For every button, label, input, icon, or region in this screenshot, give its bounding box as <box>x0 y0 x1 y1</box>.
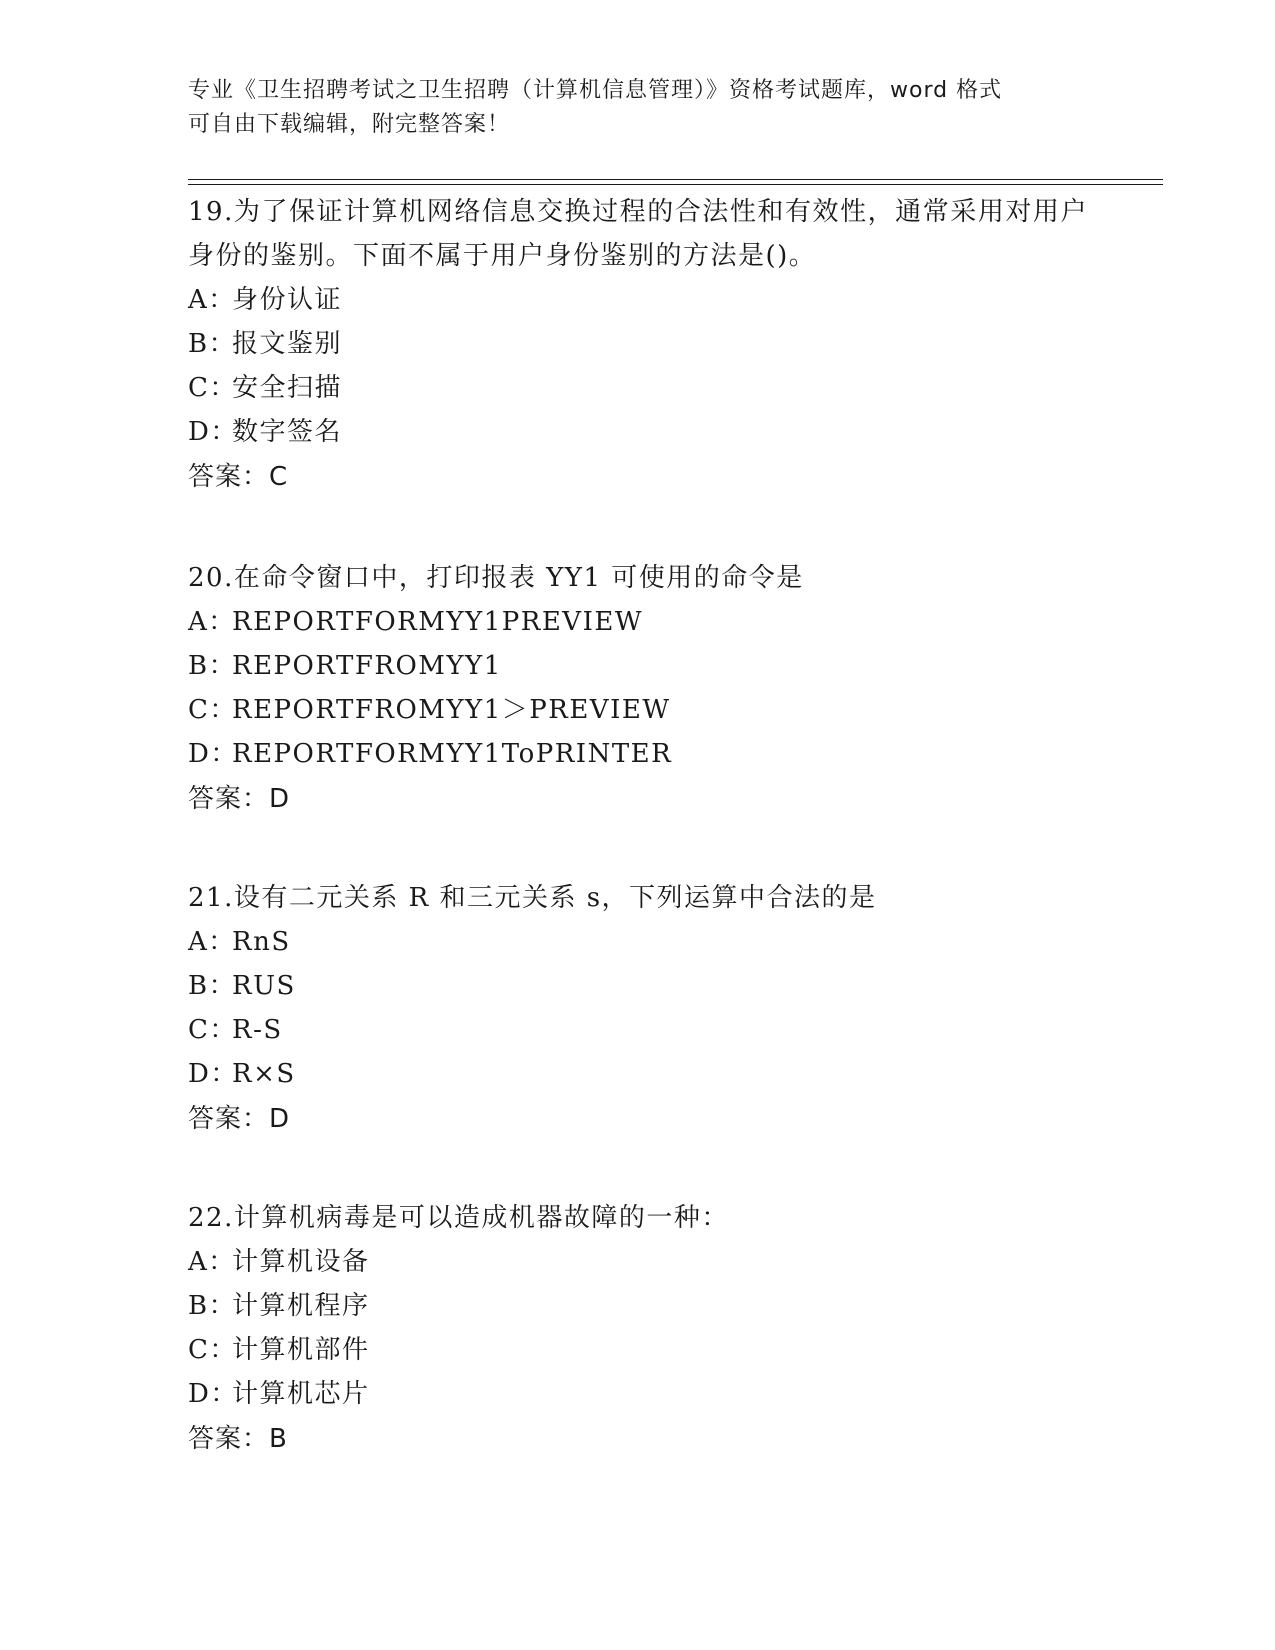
document-header <box>188 74 1088 142</box>
option-text: 数字签名 <box>232 417 343 447</box>
answer-line: 答案：C <box>188 462 289 492</box>
option-label: A： <box>188 927 236 957</box>
option-text: 安全扫描 <box>232 373 343 403</box>
option-text: REPORTFROMYY1 <box>232 651 502 681</box>
option-label: D： <box>188 417 238 447</box>
header-divider-bottom <box>188 184 1163 185</box>
answer-line: 答案：D <box>188 1104 291 1134</box>
question-20 <box>188 556 1088 822</box>
header-line-2: 可自由下载编辑，附完整答案！ <box>188 112 511 137</box>
option-a <box>188 1240 1088 1284</box>
option-label: C： <box>188 1015 237 1045</box>
option-text: REPORTFORMYY1ToPRINTER <box>232 739 673 769</box>
option-label: C： <box>188 1335 237 1365</box>
header-divider-top <box>188 179 1163 180</box>
header-line-1: 专业《卫生招聘考试之卫生招聘（计算机信息管理）》资格考试题库，word 格式 <box>188 78 1003 103</box>
option-label: B： <box>188 651 237 681</box>
option-label: A： <box>188 607 236 637</box>
option-c <box>188 366 1088 410</box>
option-c <box>188 688 1088 732</box>
option-label: A： <box>188 1247 236 1277</box>
option-d <box>188 1372 1088 1416</box>
question-19 <box>188 190 1088 500</box>
option-a <box>188 278 1088 322</box>
option-text: RnS <box>232 927 291 957</box>
answer-line: 答案：D <box>188 784 291 814</box>
option-c <box>188 1328 1088 1372</box>
option-d <box>188 732 1088 776</box>
option-b <box>188 1284 1088 1328</box>
option-c <box>188 1008 1088 1052</box>
option-text: 计算机程序 <box>232 1291 370 1321</box>
option-text: 身份认证 <box>232 285 343 315</box>
option-label: B： <box>188 329 237 359</box>
option-label: C： <box>188 373 237 403</box>
option-label: D： <box>188 1059 238 1089</box>
option-text: 报文鉴别 <box>232 329 343 359</box>
option-text: R-S <box>232 1015 283 1045</box>
option-text: R×S <box>232 1059 296 1089</box>
option-b <box>188 964 1088 1008</box>
option-text: 计算机设备 <box>232 1247 370 1277</box>
question-stem: 21.设有二元关系 R 和三元关系 s，下列运算中合法的是 <box>188 883 877 913</box>
option-label: A： <box>188 285 236 315</box>
question-stem: 20.在命令窗口中，打印报表 YY1 可使用的命令是 <box>188 563 804 593</box>
option-label: D： <box>188 1379 238 1409</box>
option-a <box>188 920 1088 964</box>
option-text: REPORTFORMYY1PREVIEW <box>232 607 644 637</box>
question-21 <box>188 876 1088 1142</box>
question-22 <box>188 1196 1088 1462</box>
option-label: B： <box>188 971 237 1001</box>
option-text: REPORTFROMYY1＞PREVIEW <box>232 695 671 725</box>
option-d <box>188 1052 1088 1096</box>
option-text: RUS <box>232 971 296 1001</box>
option-b <box>188 322 1088 366</box>
answer-line: 答案：B <box>188 1424 288 1454</box>
option-b <box>188 644 1088 688</box>
question-stem: 19.为了保证计算机网络信息交换过程的合法性和有效性，通常采用对用户身份的鉴别。下面不属于用户身份鉴别的方法是()。 <box>188 197 1088 271</box>
option-a <box>188 600 1088 644</box>
option-text: 计算机部件 <box>232 1335 370 1365</box>
option-label: B： <box>188 1291 237 1321</box>
option-label: D： <box>188 739 238 769</box>
question-stem: 22.计算机病毒是可以造成机器故障的一种： <box>188 1203 729 1233</box>
option-text: 计算机芯片 <box>232 1379 370 1409</box>
option-label: C： <box>188 695 237 725</box>
option-d <box>188 410 1088 454</box>
